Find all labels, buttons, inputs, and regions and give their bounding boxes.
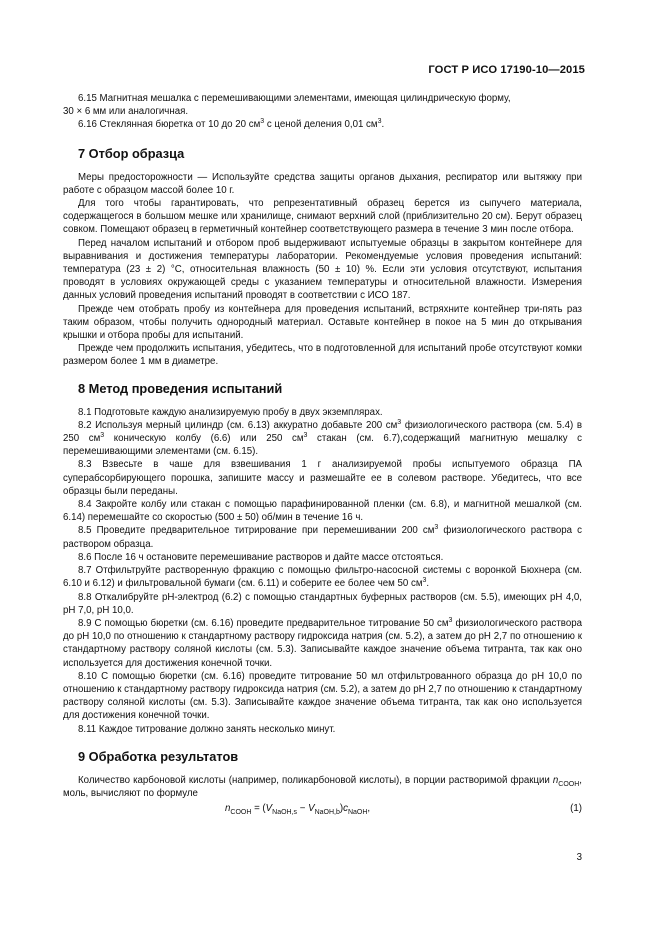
paragraph-6-15-cont [63,105,582,118]
paragraph-7-4: Прежде чем отобрать пробу из контейнера для проведения испытаний, встряхните контейнер три-пять раз таким образом, чтобы получить однородный материал. Оставьте контейнер в покое на 5 мин до открывания крышки и отбора пробы для испытаний. [63,303,582,342]
formula-lhs: n [225,803,231,815]
text-8-9-a: 8.9 С помощью бюретки (см. 6.16) проведите предварительное титрование 50 см [78,617,449,629]
text-8-2-d: стакан (см. 6.7),содержащий магнитную мешалку с перемешивающими элементами (см. 6.15). [63,433,582,458]
standard-header: ГОСТ Р ИСО 17190-10—2015 [428,64,585,76]
page-number: 3 [576,852,582,863]
superscript: 3 [303,431,308,439]
text-6-15-a: 6.15 Магнитная мешалка с перемешивающими элементами, имеющая цилиндрическую форму, [78,93,511,104]
formula-number: (1) [570,803,582,815]
text-6-16-a: 6.16 Стеклянная бюретка от 10 до 20 см [78,119,261,131]
paragraph-8-5 [63,524,582,550]
paragraph-7-5: Прежде чем продолжить испытания, убедитесь, что в подготовленной для испытаний пробе отсутствуют комки размером более 1 мм в диаметре. [63,343,582,368]
paragraph-7-3: Перед началом испытаний и отбором проб выдерживают испытуемые образцы в закрытом контейнере для выравнивания и достижения температуры лаборатории. Рекомендуемые условия проведения испытаний: температура (23 ± 2) °С, относительная влажность (50 ± 10) %. Если эти условия отсутствуют, испытания проводят в условиях окружающей среды с указанием температуры и относительной влажности. Измерения данных условий проведения испытаний проводят в соответствии с ИСО 187. [63,237,582,302]
subscript: NaOH,b [314,809,340,817]
paragraph-8-6: 8.6 После 16 ч остановите перемешивание растворов и дайте массе отстояться. [78,551,444,563]
paragraph-9-1 [63,774,582,800]
text-6-16-b: с ценой деления 0,01 см [264,119,378,131]
paragraph-8-3: 8.3 Взвесьте в чаше для взвешивания 1 г анализируемой пробы испытуемого образца ПА суперабсорбирующего порошка, запишите массу и размешайте ее в солевом растворе. Убедитесь, что все образцы были переданы. [63,459,582,497]
superscript: 3 [260,118,265,126]
paragraph-8-1: 8.1 Подготовьте каждую анализируемую пробу в двух экземплярах. [78,406,383,418]
subscript: COOH [230,809,252,817]
section-9-heading: 9 Обработка результатов [78,748,239,764]
paragraph-7-warning: Меры предосторожности — Используйте средства защиты органов дыхания, респиратор или вытяжку при работе с образцом массой более 10 г. [63,171,582,196]
formula-end: , [367,803,371,815]
formula-v1: V [265,803,273,815]
formula-eq: = ( [251,803,266,815]
subscript: NaOH [347,809,368,817]
paragraph-8-4: 8.4 Закройте колбу или стакан с помощью парафинированной пленки (см. 6.8), и магнитной мешалкой (см. 6.14) перемешайте со скоростью (500 ± 50) об/мин в течение 16 ч. [63,499,582,524]
paragraph-6-15 [63,92,582,105]
superscript: 3 [377,118,382,126]
text-8-7-b: . [426,578,430,590]
subscript: NaOH,s [272,809,298,817]
text-8-7-a: 8.7 Отфильтруйте растворенную фракцию с помощью фильтро-насосной системы с воронкой Бюхнера (см. 6.10 и 6.12) и фильтровальной бумаги (см. 6.11) и соберите ее более чем 50 см [63,565,582,590]
formula-c: c [343,803,348,815]
paragraph-6-16 [63,118,582,131]
text-8-9-b: физиологического раствора до pH 10,0 по отношению к стандартному раствору гидроксида натрия (см. 5.2), а затем до pH 2,7 по отношению к стандартному раствору соляной кислоты (см. 5.3). Записывайте каждое значение объема титранта, так как оно используется для достижения конечной точки. [63,617,583,669]
superscript: 3 [434,524,439,532]
text-8-5-a: 8.5 Проведите предварительное титрирование при перемешивании 200 см [78,525,435,537]
section-7-heading: 7 Отбор образца [78,145,185,161]
formula-minus: − [297,803,309,815]
formula-close: ) [339,803,344,815]
section-8-heading: 8 Метод проведения испытаний [78,380,283,396]
paragraph-8-8: 8.8 Откалибруйте pH-электрод (6.2) с помощью стандартных буферных растворов (см. 5.5), имеющих pH 4,0, pH 7,0, pH 10,0. [63,591,582,616]
document-body [63,92,582,817]
paragraph-8-2 [63,419,582,459]
superscript: 3 [397,418,402,426]
paragraph-7-2: Для того чтобы гарантировать, что репрезентативный образец берется из сыпучего материала, содержащегося в большом мешке или хранилище, снимают верхний слой (приблизительно 20 см). Берут образец совком. Помещают образец в герметичный контейнер соответствующего размера в течение 3 мин после отбора. [63,198,582,236]
paragraph-8-9 [63,617,582,670]
superscript: 3 [448,616,453,624]
text-8-5-b: физиологического раствора с раствором образца. [63,525,583,550]
text-9-1-b: , моль, вычисляют по формуле [63,774,582,799]
text-8-2-a: 8.2 Используя мерный цилиндр (см. 6.13) аккуратно добавьте 200 см [78,419,398,431]
text-6-16-c: . [381,119,385,131]
paragraph-8-11: 8.11 Каждое титрование должно занять несколько минут. [78,723,336,735]
formula-expression [225,802,370,815]
superscript: 3 [422,577,427,585]
formula-1 [63,802,582,817]
text-8-2-b: физиологического раствора (см. 5.4) в 250 см [63,419,582,445]
formula-v2: V [308,803,315,815]
paragraph-8-10: 8.10 С помощью бюретки (см. 6.16) проведите титрование 50 мл отфильтрованного образца до pH 10,0 по отношению к стандартному раствору гидроксида натрия (см. 5.2), а затем до pH 2,7 по отношению к стандартному раствору соляной кислоты (см. 5.3). Записывайте каждое значение объема титранта, так как оно используется для достижения конечной точки. [63,670,582,722]
text-6-15-b: 30 × 6 мм или аналогичная. [63,106,189,118]
paragraph-8-7 [63,564,582,590]
text-9-1-a: Количество карбоновой кислоты (например, поликарбоновой кислоты), в порции растворимой фракции [78,774,553,786]
superscript: 3 [100,431,105,439]
subscript: COOH [558,780,580,788]
text-8-2-c: коническую колбу (6.6) или 250 см [104,433,304,445]
variable-n: n [552,774,559,786]
